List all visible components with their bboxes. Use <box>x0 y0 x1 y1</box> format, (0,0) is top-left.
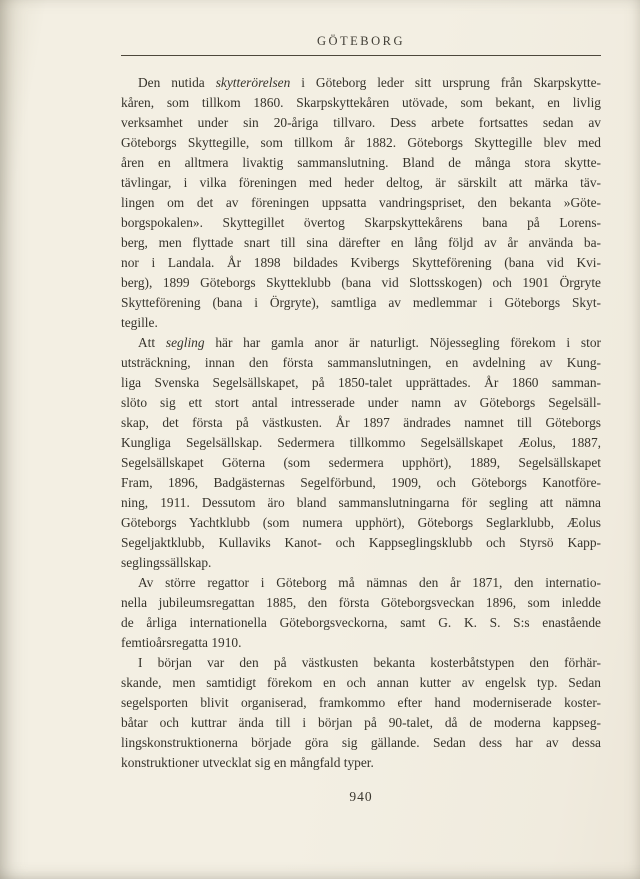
text-line: Fram, 1896, Badgästernas Segelförbund, 1909, och Göteborgs Kanotföre- <box>121 475 601 490</box>
text-line: borgspokalen». Skyttegillet övertog Skarpskyttekårens bana på Lorens- <box>121 215 601 230</box>
text-line: seglingssällskap. <box>121 555 212 570</box>
text-line: berg), 1899 Göteborgs Skytteklubb (bana vid Slottsskogen) och 1901 Örgryte <box>121 275 601 290</box>
text-line: femtioårsregatta 1910. <box>121 635 242 650</box>
paragraph <box>121 573 601 653</box>
text-line: de årliga internationella Göteborgsveckorna, samt G. K. S. S:s enastående <box>121 615 601 630</box>
text-line: skap, det första på västkusten. År 1897 ändrades namnet till Göteborgs <box>121 415 601 430</box>
text-line: tävlingar, i vilka föreningen med heder deltog, är särskilt att märka täv- <box>121 175 601 190</box>
text-line: tegille. <box>121 315 158 330</box>
header-rule <box>121 55 601 56</box>
text-line: båtar och kuttrar ända till i början på 90-talet, då de moderna kappseg- <box>121 715 601 730</box>
text-line: ning, 1911. Dessutom äro bland sammanslutningarna för segling att nämna <box>121 495 601 510</box>
text-line: kåren, som tillkom 1860. Skarpskyttekåren utövade, som bekant, en livlig <box>121 95 601 110</box>
text-line: slöto sig ett stort antal intresserade under namn av Göteborgs Segelsäll- <box>121 395 601 410</box>
text-line: I början var den på västkusten bekanta kosterbåtstypen den förhär- <box>138 655 601 670</box>
text-line: konstruktioner utvecklat sig en mångfald typer. <box>121 755 374 770</box>
text-line: lingskonstruktionerna började göra sig gällande. Sedan dess har av dessa <box>121 735 601 750</box>
body-text <box>121 73 601 773</box>
text-line: Göteborgs Yachtklubb (som numera upphört), Göteborgs Seglarklubb, Æolus <box>121 515 601 530</box>
text-line: Segeljaktklubb, Kullaviks Kanot- och Kappseglingsklubb och Styrsö Kapp- <box>121 535 601 550</box>
text-line: Skytteförening (bana i Örgryte), samtliga av medlemmar i Göteborgs Skyt- <box>121 295 601 310</box>
text-line: Kungliga Segelsällskap. Sedermera tillkommo Segelsällskapet Æolus, 1887, <box>121 435 601 450</box>
text-line: verksamhet under sin 20-åriga tillvaro. Dess arbete fortsattes sedan av <box>121 115 601 130</box>
text-line: nella jubileumsregattan 1885, den första Göteborgsveckan 1896, som inledde <box>121 595 601 610</box>
page-number: 940 <box>349 789 373 804</box>
paragraph <box>121 653 601 773</box>
running-header: GÖTEBORG <box>316 34 406 48</box>
paragraph <box>121 73 601 333</box>
text-line: Göteborgs Skyttegille, som tillkom år 1882. Göteborgs Skyttegille blev med <box>121 135 601 150</box>
text-line: Av större regattor i Göteborg må nämnas den år 1871, den internatio- <box>138 575 601 590</box>
text-line: lingen om det av föreningen uppsatta vandringspriset, den bekanta »Göte- <box>121 195 601 210</box>
text-line: Den nutida skytterörelsen i Göteborg leder sitt ursprung från Skarpskytte- <box>138 75 601 90</box>
text-line: utsträckning, innan den första sammanslutningen, en avdelning av Kung- <box>121 355 601 370</box>
text-line: liga Svenska Segelsällskapet, på 1850-talet upprättades. År 1860 samman- <box>121 375 601 390</box>
text-line: Att segling här har gamla anor är naturligt. Nöjessegling förekom i stor <box>138 335 601 350</box>
text-line: åren en alltmera livaktig sammanslutning. Bland de många stora skytte- <box>121 155 601 170</box>
paragraph <box>121 333 601 573</box>
text-line: Segelsällskapet Göterna (som sedermera upphört), 1889, Segelsällskapet <box>121 455 601 470</box>
page-content <box>121 0 601 805</box>
text-line: nor i Landala. År 1898 bildades Kvibergs Skytteförening (bana vid Kvi- <box>121 255 601 270</box>
text-line: segelsporten blivit organiserad, framkommo efter hand moderniserade koster- <box>121 695 601 710</box>
text-line: skande, men samtidigt förekom en och annan kutter av engelsk typ. Sedan <box>121 675 601 690</box>
text-line: berg, men flyttade snart till sina därefter en lång följd av år använda ba- <box>121 235 601 250</box>
